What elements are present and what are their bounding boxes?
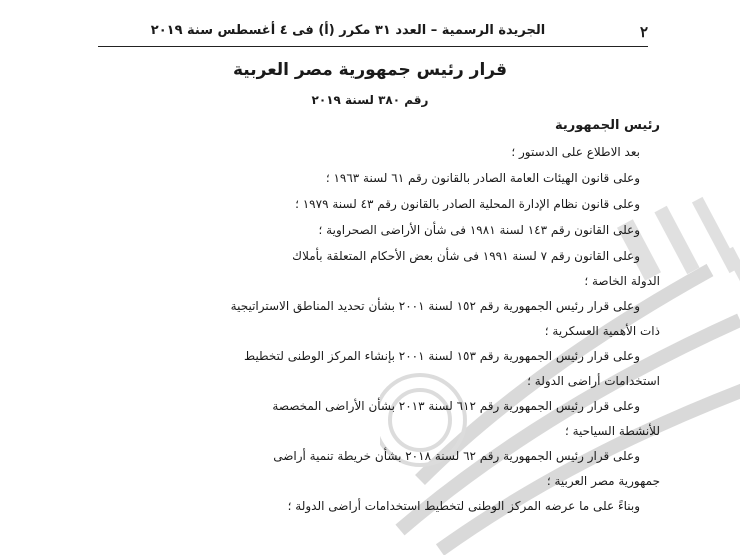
paragraph-line: جمهورية مصر العربية ؛ xyxy=(546,474,660,488)
paragraph-line: وعلى قرار رئيس الجمهورية رقم ١٥٣ لسنة ٢٠٠١ بإنشاء المركز الوطنى لتخطيط xyxy=(244,349,640,363)
paragraph-line: وعلى قرار رئيس الجمهورية رقم ٦٢ لسنة ٢٠١٨ بشأن خريطة تنمية أراضى xyxy=(273,449,640,463)
paragraph-line: وعلى قانون الهيئات العامة الصادر بالقانون رقم ٦١ لسنة ١٩٦٣ ؛ xyxy=(325,171,640,185)
decree-number: رقم ٣٨٠ لسنة ٢٠١٩ xyxy=(311,93,429,107)
paragraph-line: استخدامات أراضى الدولة ؛ xyxy=(527,374,660,388)
paragraph-line: بعد الاطلاع على الدستور ؛ xyxy=(511,145,640,159)
paragraph-line: وعلى القانون رقم ٧ لسنة ١٩٩١ فى شأن بعض الأحكام المتعلقة بأملاك xyxy=(292,249,640,263)
paragraph-line: للأنشطة السياحية ؛ xyxy=(564,424,660,438)
decree-title: قرار رئيس جمهورية مصر العربية xyxy=(232,60,507,80)
paragraph-line: وبناءً على ما عرضه المركز الوطنى لتخطيط استخدامات أراضى الدولة ؛ xyxy=(287,499,640,513)
paragraph-line: وعلى قرار رئيس الجمهورية رقم ١٥٢ لسنة ٢٠٠١ بشأن تحديد المناطق الاستراتيجية xyxy=(230,299,640,313)
header-text: الجريدة الرسمية – العدد ٣١ مكرر (أ) فى ٤ أغسطس سنة ٢٠١٩ xyxy=(150,23,546,38)
decree-body xyxy=(88,115,660,514)
paragraph-line: الدولة الخاصة ؛ xyxy=(584,274,660,288)
page-number: ٢ xyxy=(639,23,648,41)
paragraph-line: ذات الأهمية العسكرية ؛ xyxy=(544,324,660,338)
gazette-header xyxy=(98,20,648,47)
paragraph-line: وعلى قرار رئيس الجمهورية رقم ٦١٢ لسنة ٢٠١٣ بشأن الأراضى المخصصة xyxy=(272,399,640,413)
authority-heading: رئيس الجمهورية xyxy=(555,118,660,133)
paragraph-line: وعلى قانون نظام الإدارة المحلية الصادر بالقانون رقم ٤٣ لسنة ١٩٧٩ ؛ xyxy=(295,197,640,211)
paragraph-line: وعلى القانون رقم ١٤٣ لسنة ١٩٨١ فى شأن الأراضى الصحراوية ؛ xyxy=(318,223,640,237)
